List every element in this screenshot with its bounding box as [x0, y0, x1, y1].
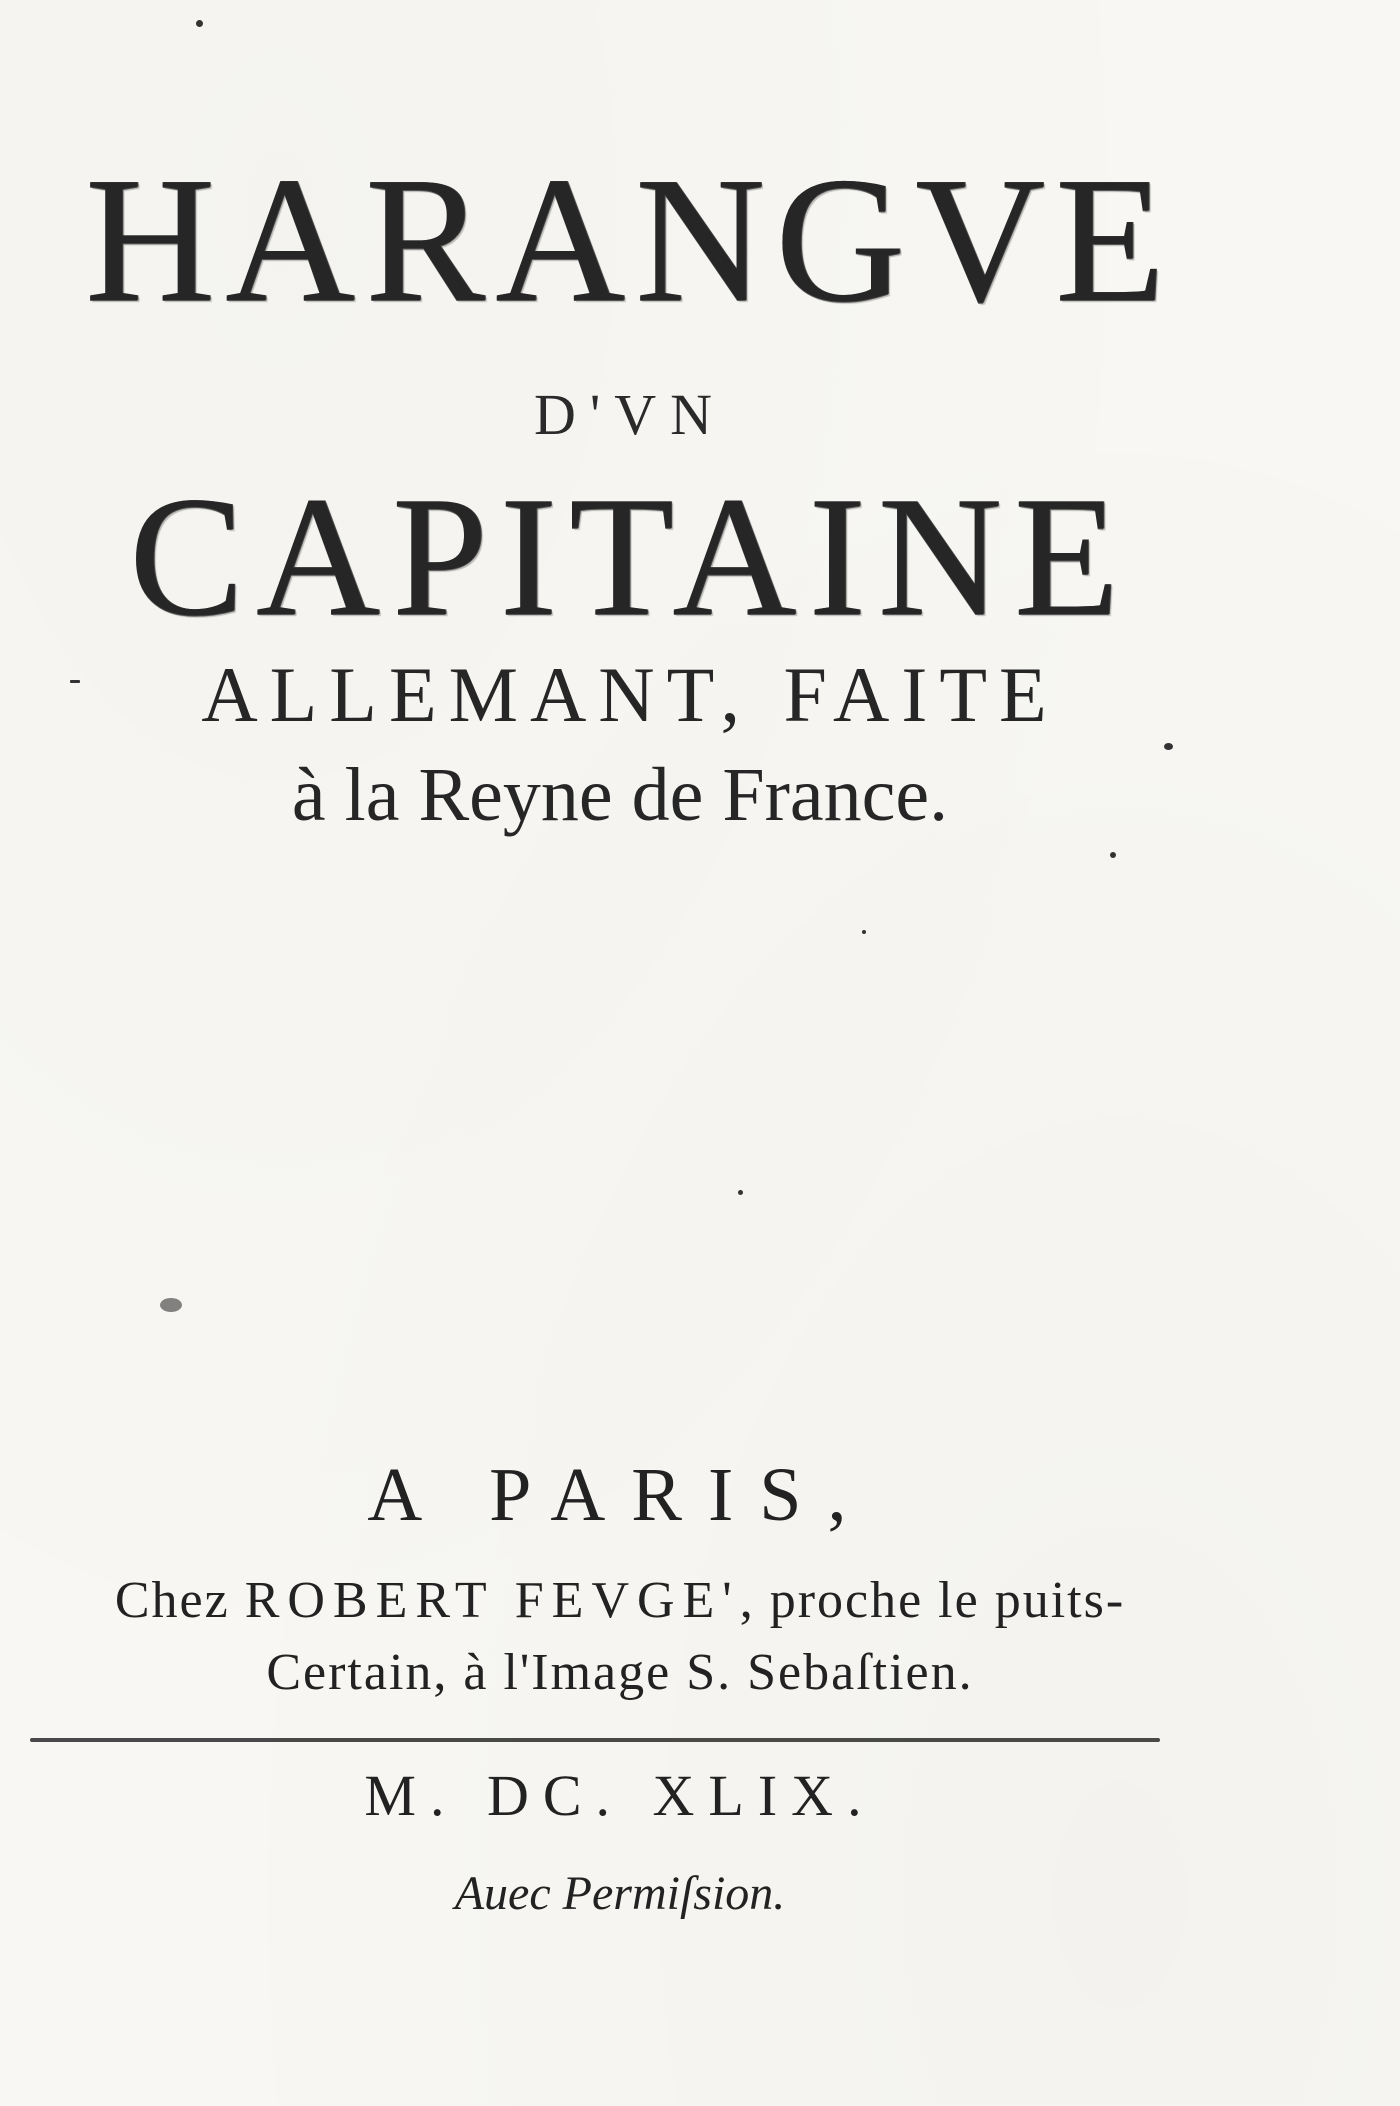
publication-year: M. DC. XLIX.	[364, 1763, 876, 1828]
imprint-address: Certain, à l'Image S. Sebaſtien.	[266, 1644, 974, 1701]
ink-speck	[738, 1190, 743, 1195]
ink-speck	[196, 20, 203, 27]
ink-speck	[1164, 743, 1173, 750]
imprint-printer-line	[30, 1573, 1210, 1629]
ink-speck	[160, 1298, 182, 1312]
imprint-printer-name: ROBERT FEVGE'	[244, 1572, 740, 1629]
ink-speck	[70, 680, 80, 683]
imprint-chez: Chez	[114, 1572, 230, 1629]
imprint-place: A PARIS,	[367, 1453, 873, 1537]
title-reyne-de-france: à la Reyne de France.	[291, 753, 949, 837]
title-harangue: HARANGVE	[85, 140, 1175, 339]
title-capitaine: CAPITAINE	[129, 462, 1131, 652]
horizontal-rule	[30, 1738, 1160, 1742]
title-dvn: D'VN	[533, 382, 727, 447]
title-allemant-faite: ALLEMANT, FAITE	[201, 651, 1059, 738]
ink-speck	[1110, 852, 1116, 858]
ink-speck	[862, 930, 866, 934]
imprint-location: , proche le puits-	[739, 1572, 1126, 1629]
permission-note: Auec Permiſsion.	[454, 1867, 786, 1920]
